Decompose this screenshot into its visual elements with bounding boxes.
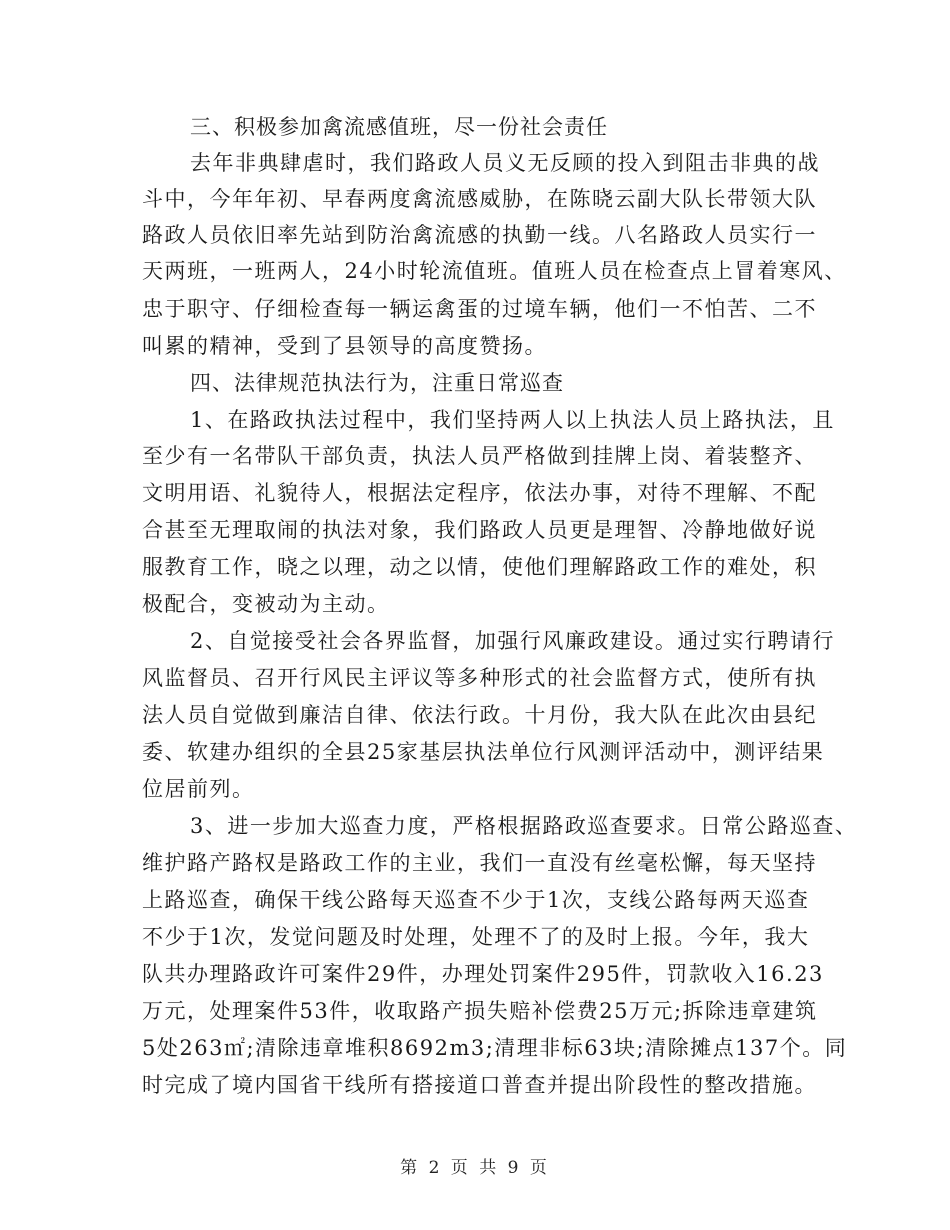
paragraph-line: 忠于职守、仔细检查每一辆运禽蛋的过境车辆，他们一不怕苦、二不 — [142, 297, 817, 321]
section-heading-3: 三、积极参加禽流感值班，尽一份社会责任 — [190, 115, 608, 139]
paragraph-line: 去年非典肆虐时，我们路政人员义无反顾的投入到阻击非典的战 — [190, 151, 820, 175]
paragraph-line: 上路巡查，确保干线公路每天巡查不少于1次，支线公路每两天巡查 — [142, 888, 810, 912]
paragraph-line: 风监督员、召开行风民主评议等多种形式的社会监督方式，使所有执 — [142, 666, 817, 690]
paragraph-line: 位居前列。 — [142, 777, 255, 801]
paragraph-line: 万元，处理案件53件，收取路产损失赔补偿费25万元;拆除违章建筑 — [142, 999, 818, 1023]
paragraph-line: 叫累的精神，受到了县领导的高度赞扬。 — [142, 334, 547, 358]
paragraph-line: 队共办理路政许可案件29件，办理处罚案件295件，罚款收入16.23 — [142, 962, 824, 986]
paragraph-line: 3、进一步加大巡查力度，严格根据路政巡查要求。日常公路巡查、 — [190, 814, 858, 838]
paragraph-line: 2、自觉接受社会各界监督，加强行风廉政建设。通过实行聘请行 — [190, 629, 835, 653]
paragraph-line: 不少于1次，发觉问题及时处理，处理不了的及时上报。今年，我大 — [142, 925, 810, 949]
paragraph-line: 服教育工作，晓之以理，动之以情，使他们理解路政工作的难处，积 — [142, 555, 817, 579]
paragraph-line: 路政人员依旧率先站到防治禽流感的执勤一线。八名路政人员实行一 — [142, 223, 817, 247]
paragraph-line: 文明用语、礼貌待人，根据法定程序，依法办事，对待不理解、不配 — [142, 481, 817, 505]
paragraph-line: 1、在路政执法过程中，我们坚持两人以上执法人员上路执法，且 — [190, 408, 835, 432]
paragraph-line: 至少有一名带队干部负责，执法人员严格做到挂牌上岗、着装整齐、 — [142, 444, 817, 468]
paragraph-line: 斗中，今年年初、早春两度禽流感威胁，在陈晓云副大队长带领大队 — [142, 187, 817, 211]
paragraph-line: 极配合，变被动为主动。 — [142, 592, 390, 616]
paragraph-line: 合甚至无理取闹的执法对象，我们路政人员更是理智、冷静地做好说 — [142, 518, 817, 542]
paragraph-line: 法人员自觉做到廉洁自律、依法行政。十月份，我大队在此次由县纪 — [142, 703, 817, 727]
page-number-footer: 第 2 页 共 9 页 — [400, 1158, 550, 1178]
paragraph-line: 天两班，一班两人，24小时轮流值班。值班人员在检查点上冒着寒风、 — [142, 259, 847, 283]
paragraph-line: 5处263㎡;清除违章堆积8692m3;清理非标63块;清除摊点137个。同 — [142, 1036, 848, 1060]
paragraph-line: 时完成了境内国省干线所有搭接道口普查并提出阶段性的整改措施。 — [142, 1073, 817, 1097]
paragraph-line: 委、软建办组织的全县25家基层执法单位行风测评活动中，测评结果 — [142, 740, 825, 764]
section-heading-4: 四、法律规范执法行为，注重日常巡查 — [190, 371, 564, 395]
paragraph-line: 维护路产路权是路政工作的主业，我们一直没有丝毫松懈，每天坚持 — [142, 851, 817, 875]
